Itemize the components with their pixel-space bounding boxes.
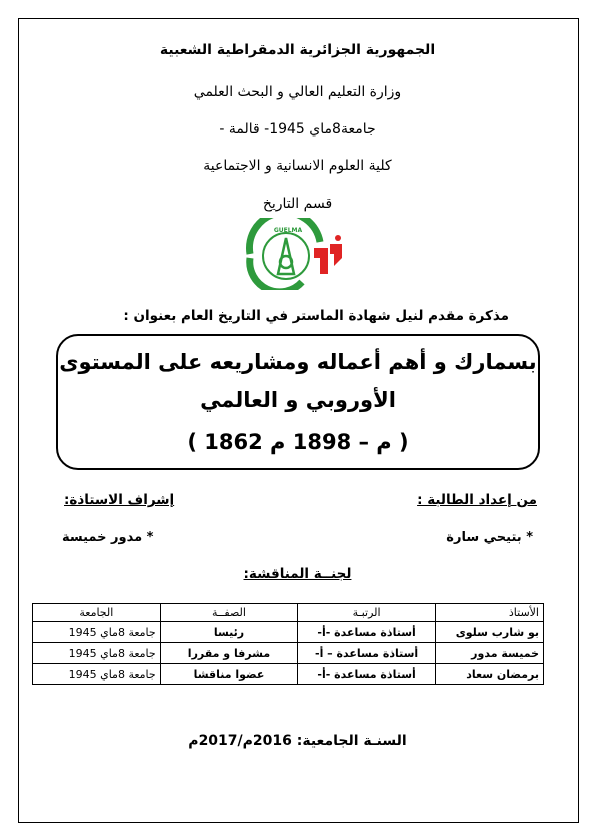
jury-professor: برمضان سعاد — [435, 664, 543, 685]
jury-rank: أستاذة مساعدة -أ- — [298, 664, 436, 685]
logo-top-text: GUELMA — [273, 227, 303, 234]
table-row — [33, 664, 544, 685]
academic-year: السنـة الجامعية: 2016م/2017م — [188, 733, 407, 749]
jury-header-row — [33, 604, 544, 622]
jury-rank: أستاذة مساعدة -أ- — [298, 622, 436, 643]
republic-heading: الجمهورية الجزائرية الدمقراطية الشعبية — [159, 42, 436, 58]
header-rank: الرتبـة — [298, 604, 436, 622]
university-logo — [242, 218, 350, 290]
title-line-2: الأوروبي و العالمي — [200, 388, 396, 412]
jury-rank: أستاذة مساعدة – أ- — [298, 643, 436, 664]
thesis-intro: مذكرة مقدم لنيل شهادة الماستر في التاريخ العام بعنوان : — [123, 308, 509, 324]
header-professor: الأستاذ — [435, 604, 543, 622]
faculty-line: كلية العلوم الانسانية و الاجتماعية — [203, 158, 392, 174]
jury-role: مشرفا و مقررا — [160, 643, 298, 664]
jury-university: جامعة 8ماي 1945 — [33, 664, 161, 685]
title-line-1: بسمارك و أهم أعماله ومشاريعه على المستوى — [59, 350, 537, 374]
jury-table — [32, 603, 544, 685]
header-role: الصفــة — [160, 604, 298, 622]
student-name: * بتيحي سارة — [446, 530, 533, 545]
department-line: قسم التاريخ — [262, 196, 333, 212]
table-row — [33, 622, 544, 643]
supervisor-label: إشراف الاستاذة: — [64, 492, 175, 508]
jury-professor: خميسة مدور — [435, 643, 543, 664]
university-line: جامعة8ماي 1945- قالمة - — [219, 121, 376, 137]
committee-heading: لجنــة المناقشة: — [243, 566, 352, 582]
table-row — [33, 643, 544, 664]
prepared-by-label: من إعداد الطالبة : — [417, 492, 537, 508]
title-years: ( 1862 م – 1898 م ) — [187, 430, 409, 454]
header-university: الجامعة — [33, 604, 161, 622]
jury-role: رئيسا — [160, 622, 298, 643]
ministry-line: وزارة التعليم العالي و البحث العلمي — [193, 84, 402, 100]
jury-role: عضوا مناقشا — [160, 664, 298, 685]
supervisor-name: * مدور خميسة — [62, 530, 154, 545]
jury-professor: بو شارب سلوى — [435, 622, 543, 643]
jury-university: جامعة 8ماي 1945 — [33, 643, 161, 664]
title-box — [56, 334, 540, 470]
jury-university: جامعة 8ماي 1945 — [33, 622, 161, 643]
